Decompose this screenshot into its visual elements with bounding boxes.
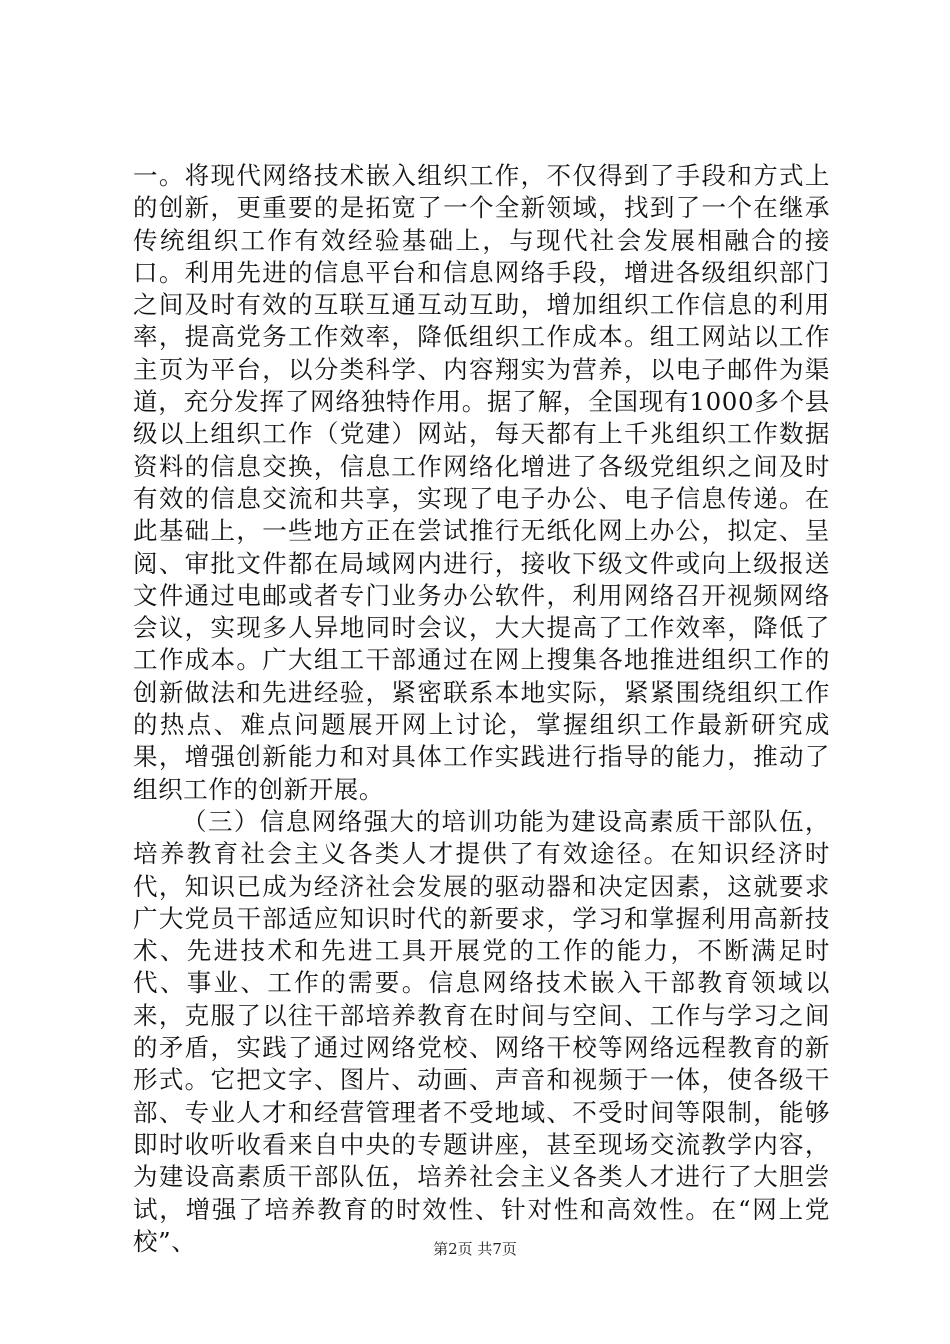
page-footer [0,1238,950,1259]
page-number: 第2页 共7页 [433,1240,517,1258]
document-body [133,160,830,1258]
paragraph-1: 一。将现代网络技术嵌入组织工作，不仅得到了手段和方式上的创新，更重要的是拓宽了一个全新领域，找到了一个在继承传统组织工作有效经验基础上，与现代社会发展相融合的接口。利用先进的信息平台和信息网络手段，增进各级组织部门之间及时有效的互联互通互动互助，增加组织工作信息的利用率，提高党务工作效率，降低组织工作成本。组工网站以工作主页为平台，以分类科学、内容翔实为营养，以电子邮件为渠道，充分发挥了网络独特作用。据了解，全国现有1000多个县级以上组织工作（党建）网站，每天都有上千兆组织工作数据资料的信息交换，信息工作网络化增进了各级党组织之间及时有效的信息交流和共享，实现了电子办公、电子信息传递。在此基础上，一些地方正在尝试推行无纸化网上办公，拟定、呈阅、审批文件都在局域网内进行，接收下级文件或向上级报送文件通过电邮或者专门业务办公软件，利用网络召开视频网络会议，实现多人异地同时会议，大大提高了工作效率，降低了工作成本。广大组工干部通过在网上搜集各地推进组织工作的创新做法和先进经验，紧密联系本地实际，紧紧围绕组织工作的热点、难点问题展开网上讨论，掌握组织工作最新研究成果，增强创新能力和对具体工作实践进行指导的能力，推动了组织工作的创新开展。 [133,161,830,804]
paragraph-2: （三）信息网络强大的培训功能为建设高素质干部队伍，培养教育社会主义各类人才提供了有效途径。在知识经济时代，知识已成为经济社会发展的驱动器和决定因素，这就要求广大党员干部适应知识时代的新要求，学习和掌握利用高新技术、先进技术和先进工具开展党的工作的能力，不断满足时代、事业、工作的需要。信息网络技术嵌入干部教育领域以来，克服了以往干部培养教育在时间与空间、工作与学习之间的矛盾，实践了通过网络党校、网络干校等网络远程教育的新形式。它把文字、图片、动画、声音和视频于一体，使各级干部、专业人才和经营管理者不受地域、不受时间等限制，能够即时收听收看来自中央的专题讲座，甚至现场交流教学内容，为建设高素质干部队伍，培养社会主义各类人才进行了大胆尝试，增强了培养教育的时效性、针对性和高效性。在“网上党校”、 [133,806,830,1256]
